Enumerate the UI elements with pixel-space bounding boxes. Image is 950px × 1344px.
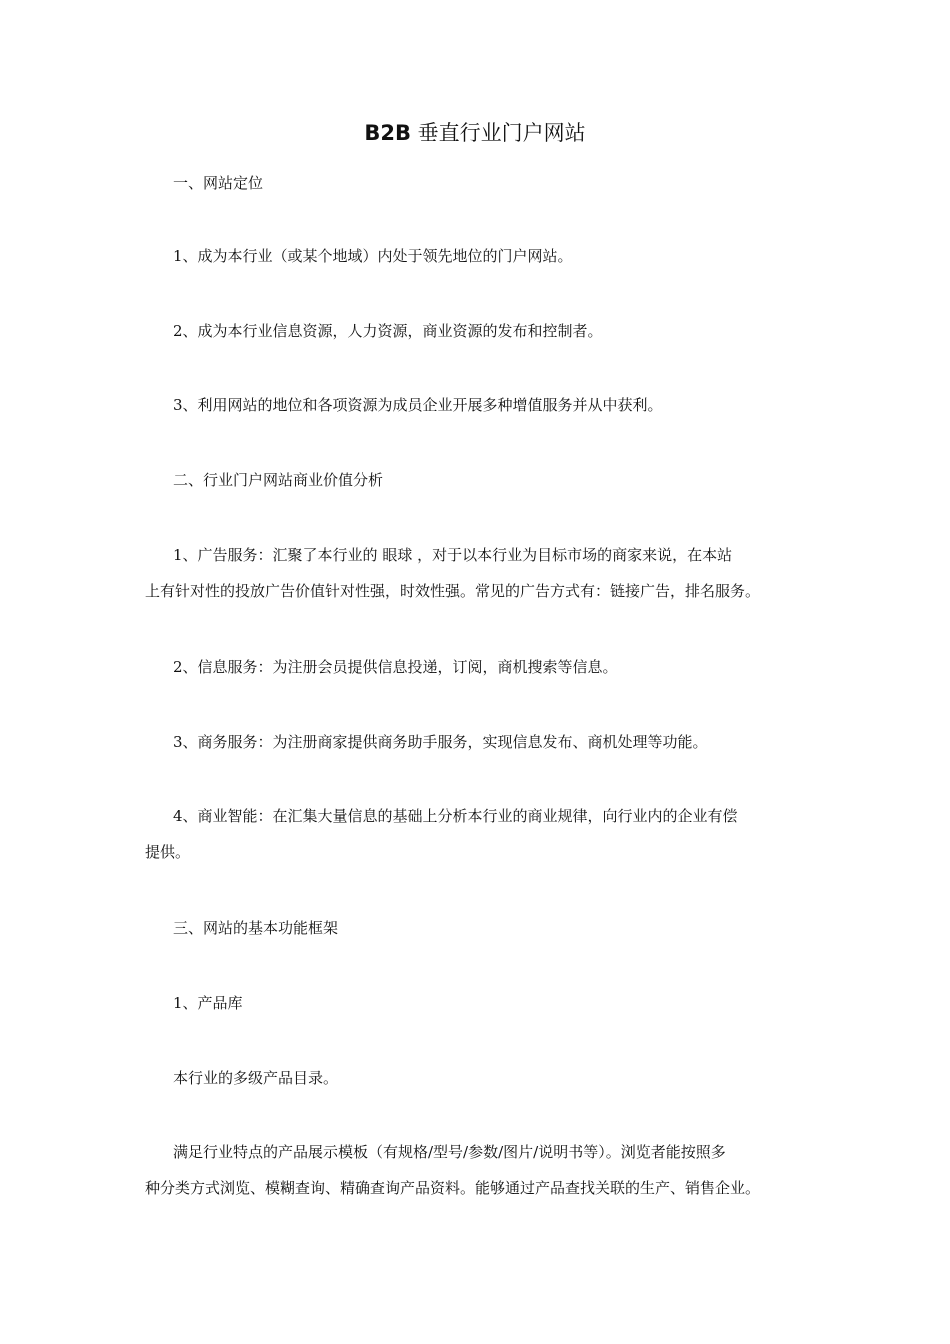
paragraph: 1、成为本行业（或某个地域）内处于领先地位的门户网站。 bbox=[173, 247, 573, 265]
paragraph: 3、利用网站的地位和各项资源为成员企业开展多种增值服务并从中获利。 bbox=[173, 396, 663, 414]
section-heading-1: 一、网站定位 bbox=[173, 174, 264, 192]
paragraph-line: 种分类方式浏览、模糊查询、精确查询产品资料。能够通过产品查找关联的生产、销售企业。 bbox=[145, 1179, 761, 1197]
section-heading-3: 三、网站的基本功能框架 bbox=[173, 919, 339, 937]
paragraph-line: 1、广告服务：汇聚了本行业的 眼球 ，对于以本行业为目标市场的商家来说，在本站 bbox=[173, 546, 733, 564]
title-rest: 垂直行业门户网站 bbox=[410, 121, 586, 145]
paragraph: 2、信息服务：为注册会员提供信息投递，订阅，商机搜索等信息。 bbox=[173, 658, 618, 676]
paragraph: 3、商务服务：为注册商家提供商务助手服务，实现信息发布、商机处理等功能。 bbox=[173, 733, 708, 751]
section-heading-2: 二、行业门户网站商业价值分析 bbox=[173, 471, 384, 489]
paragraph-line: 上有针对性的投放广告价值针对性强，时效性强。常见的广告方式有：链接广告，排名服务。 bbox=[145, 582, 761, 600]
paragraph bbox=[145, 537, 810, 609]
paragraph-line: 4、商业智能：在汇集大量信息的基础上分析本行业的商业规律，向行业内的企业有偿 bbox=[173, 807, 738, 825]
paragraph bbox=[145, 1134, 810, 1206]
paragraph: 1、产品库 bbox=[173, 994, 243, 1012]
paragraph-line: 满足行业特点的产品展示模板（有规格/型号/参数/图片/说明书等）。浏览者能按照多 bbox=[173, 1143, 726, 1161]
paragraph-line: 提供。 bbox=[145, 843, 191, 861]
paragraph bbox=[145, 798, 810, 870]
paragraph: 本行业的多级产品目录。 bbox=[173, 1069, 339, 1087]
paragraph: 2、成为本行业信息资源，人力资源，商业资源的发布和控制者。 bbox=[173, 322, 603, 340]
title-latin: B2B bbox=[364, 121, 411, 145]
document-title bbox=[0, 119, 950, 147]
